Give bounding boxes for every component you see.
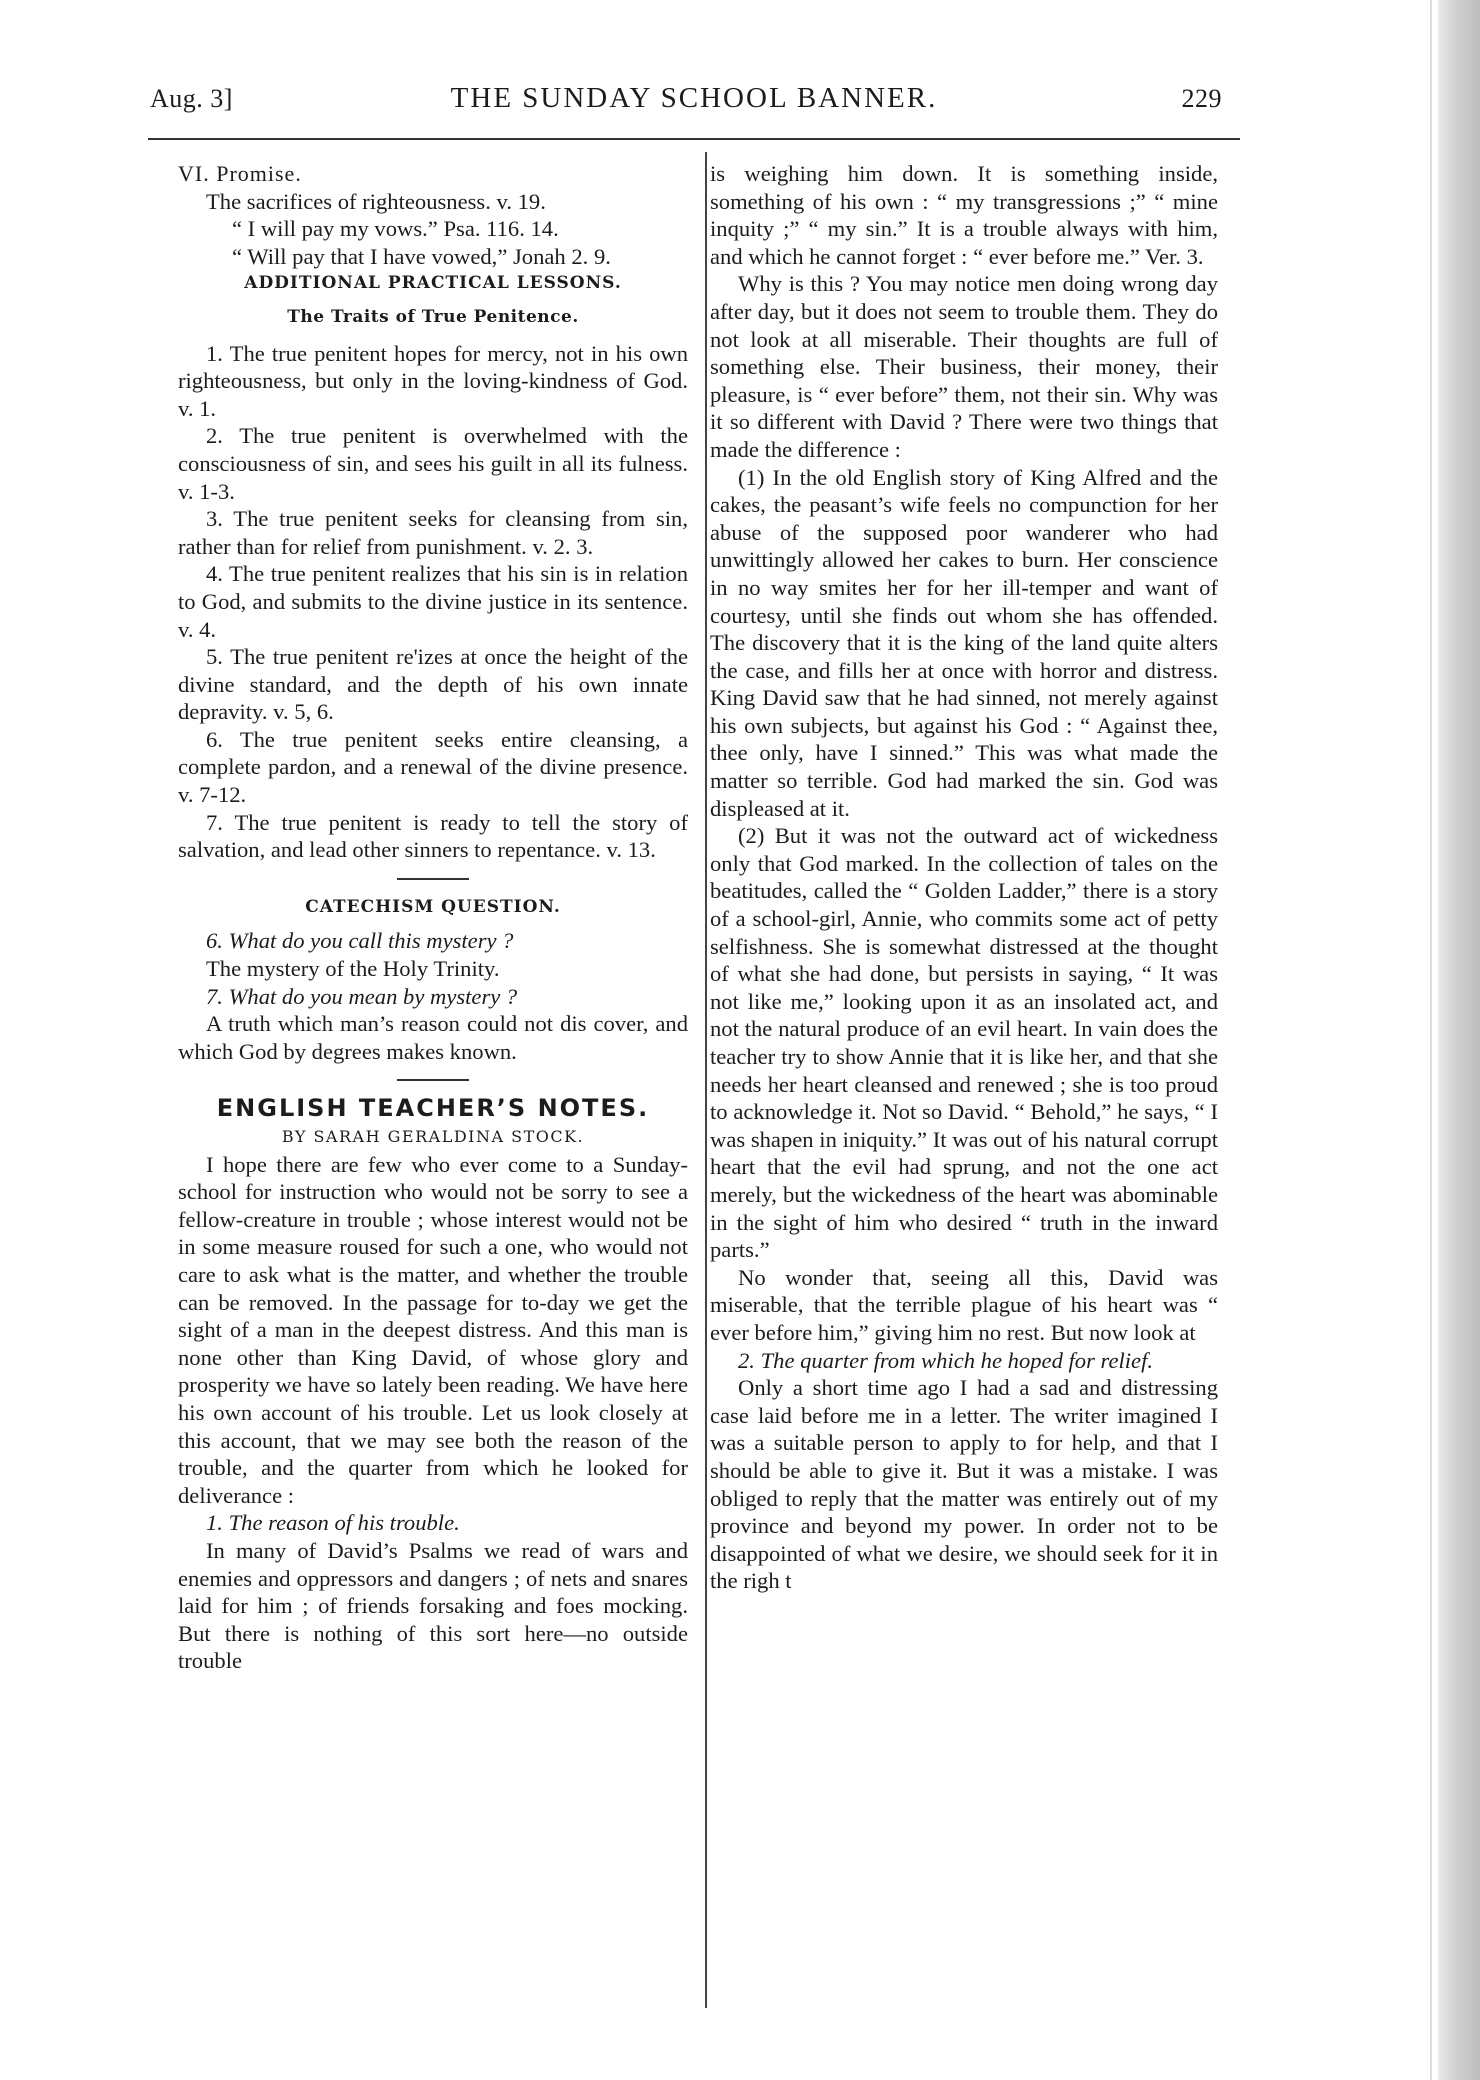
scan-binding-line — [1430, 0, 1432, 2080]
lesson-item: 5. The true penitent re'izes at once the height of the divine standard, and the depth of his own innate depravity. v. 5, 6. — [178, 644, 688, 725]
section-rule — [397, 1079, 469, 1081]
body-paragraph: Only a short time ago I had a sad and distressing case laid before me in a letter. The writer imagined I was a suitable person to apply to for help, and that I should be able to give it. But it was a mistake. I was obliged to reply that the matter was entirely out of my province and beyond my power. In order not to be disappointed of what we desire, we should seek for it in the righ t — [710, 1375, 1218, 1594]
publication-title: THE SUNDAY SCHOOL BANNER. — [450, 82, 938, 114]
header-rule — [148, 138, 1240, 140]
notes-intro-paragraph: I hope there are few who ever come to a Sunday-school for instruction who would not be sorry to see a fellow-creature in trouble ; whose interest would not be in some measure roused for such a one, who would not care to ask what is the matter, and whether the trouble can be removed. In the passage for to-day we get the sight of a man in the deepest distress. And this man is none other than King David, of whose glory and prosperity we have so lately been reading. We have here his own account of his trouble. Let us look closely at this account, that we may see both the reason of the trouble, and the quarter from which he looked for deliverance : — [178, 1151, 688, 1508]
catechism-question: 6. What do you call this mystery ? — [206, 928, 514, 954]
lessons-subheading: The Traits of True Penitence. — [287, 306, 579, 327]
body-paragraph: is weighing him down. It is something inside, something of his own : “ my transgressions ;” “ mine inquity ;” “ my sin.” It is a trouble always with him, and which he cannot forget : “ ever before me.” Ver. 3. — [710, 161, 1218, 269]
lesson-item: 7. The true penitent is ready to tell the story of salvation, and lead other sinners to repentance. v. 13. — [178, 809, 688, 863]
scan-page-edge — [1438, 0, 1480, 2080]
catechism-answer: The mystery of the Holy Trinity. — [206, 956, 500, 982]
section-heading: 1. The reason of his trouble. — [206, 1510, 460, 1536]
right-column — [710, 160, 1218, 1595]
lessons-heading: ADDITIONAL PRACTICAL LESSONS. — [244, 273, 622, 294]
section-rule — [397, 878, 469, 880]
left-column — [178, 160, 688, 1675]
lesson-item: 1. The true penitent hopes for mercy, not in his own righteousness, but only in the loving-kindness of God. v. 1. — [178, 340, 688, 421]
catechism-heading: CATECHISM QUESTION. — [305, 896, 561, 917]
running-header — [148, 78, 1240, 128]
lesson-item: 2. The true penitent is overwhelmed with the consciousness of sin, and sees his guilt in all its fulness. v. 1-3. — [178, 423, 688, 504]
column-divider — [705, 152, 707, 2008]
promise-line: The sacrifices of righteousness. v. 19. — [206, 188, 546, 214]
body-paragraph: No wonder that, seeing all this, David was miserable, that the terrible plague of his heart was “ ever before him,” giving him no rest. But now look at — [710, 1264, 1218, 1345]
promise-line: “ I will pay my vows.” Psa. 116. 14. — [232, 216, 559, 242]
body-paragraph: Why is this ? You may notice men doing wrong day after day, but it does not seem to trouble them. They do not look at all miserable. Their thoughts are full of something else. Their business, their money, their pleasure, is “ ever before” them, not their sin. Why was it so different with David ? There were two things that made the difference : — [710, 271, 1218, 462]
lesson-item: 3. The true penitent seeks for cleansing from sin, rather than for relief from punishment. v. 2. 3. — [178, 506, 688, 559]
body-paragraph: (1) In the old English story of King Alfred and the cakes, the peasant’s wife feels no compunction for her abuse of the supposed poor wanderer who had unwittingly allowed her cakes to burn. Her conscience in no way smites her for her ill-temper and want of courtesy, until she finds out whom she has offended. The discovery that it is the king of the land quite alters the case, and fills her at once with horror and distress. King David saw that he had sinned, not merely against his own subjects, but against his God : “ Against thee, thee only, have I sinned.” This was what made the matter so terrible. God had marked the sin. God was displeased at it. — [710, 464, 1218, 821]
promise-heading: VI. Promise. — [178, 161, 302, 186]
page-number: 229 — [1181, 84, 1222, 113]
catechism-question: 7. What do you mean by mystery ? — [206, 983, 518, 1009]
catechism-answer: A truth which man’s reason could not dis cover, and which God by degrees makes known. — [178, 1011, 688, 1064]
magazine-page — [148, 78, 1240, 2008]
notes-title: ENGLISH TEACHER’S NOTES. — [216, 1094, 650, 1123]
section-heading: 2. The quarter from which he hoped for relief. — [738, 1347, 1154, 1373]
promise-line: “ Will pay that I have vowed,” Jonah 2. 9. — [232, 243, 611, 269]
body-paragraph: In many of David’s Psalms we read of wars and enemies and oppressors and dangers ; of nets and snares laid for him ; of friends forsaking and foes mocking. But there is nothing of this sort here—no outside trouble — [178, 1537, 688, 1674]
lesson-item: 4. The true penitent realizes that his sin is in relation to God, and submits to the divine justice in its sentence. v. 4. — [178, 561, 688, 642]
notes-byline: BY SARAH GERALDINA STOCK. — [281, 1127, 585, 1146]
lesson-item: 6. The true penitent seeks entire cleansing, a complete pardon, and a renewal of the divine presence. v. 7-12. — [178, 726, 688, 808]
issue-date: Aug. 3] — [150, 84, 233, 113]
body-paragraph: (2) But it was not the outward act of wickedness only that God marked. In the collection of tales on the beatitudes, called the “ Golden Ladder,” there is a story of a school-girl, Annie, who commits some act of petty selfishness. She is somewhat distressed at the thought of what she had done, but persists in saying, “ It was not like me,” looking upon it as an insolated act, and not the natural produce of an evil heart. In vain does the teacher try to show Annie that it is like her, and that she needs her heart cleansed and renewed ; she is too proud to acknowledge it. Not so David. “ Behold,” he says, “ I was shapen in iniquity.” It was out of his natural corrupt heart that the evil had sprung, and not the one act merely, but the wickedness of the heart was abominable in the sight of him who desired “ truth in the inward parts.” — [710, 823, 1218, 1263]
